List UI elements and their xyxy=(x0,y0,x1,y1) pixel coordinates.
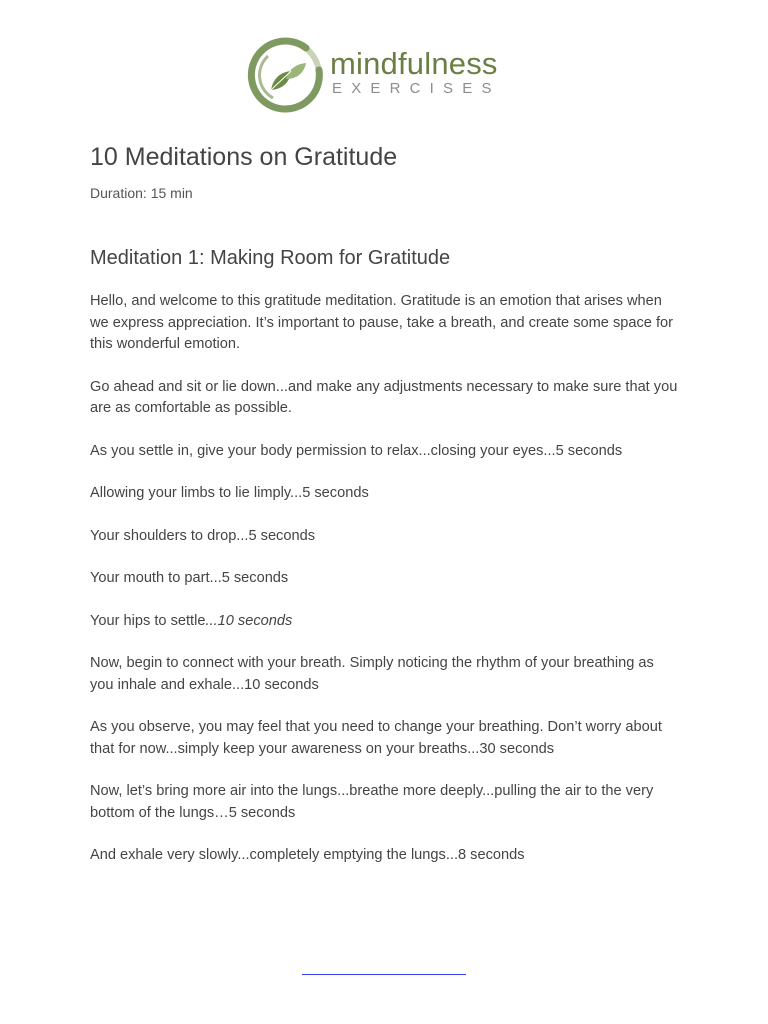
document-body xyxy=(90,140,680,888)
duration-label: Duration: 15 min xyxy=(90,185,193,201)
logo-title: mindfulness xyxy=(330,46,498,81)
mindfulness-exercises-logo xyxy=(246,34,518,118)
paragraph: As you observe, you may feel that you need to change your breathing. Don’t worry about that for now...simply keep your awareness on your breaths...30 seconds xyxy=(90,719,662,757)
paragraph xyxy=(90,611,680,633)
paragraph: Your mouth to part...5 seconds xyxy=(90,570,289,586)
logo-subtitle: EXERCISES xyxy=(332,80,501,97)
footer-link-underline[interactable] xyxy=(302,974,466,975)
paragraph: Hello, and welcome to this gratitude meditation. Gratitude is an emotion that arises when we express appreciation. It’s important to pause, take a breath, and create some space for this wonderful emotion. xyxy=(90,293,673,352)
paragraph: And exhale very slowly...completely emptying the lungs...8 seconds xyxy=(90,847,525,863)
paragraph: As you settle in, give your body permission to relax...closing your eyes...5 seconds xyxy=(90,442,623,459)
logo-wordmark xyxy=(330,48,501,98)
logo-enso-leaf-icon xyxy=(246,34,330,118)
section-heading: Meditation 1: Making Room for Gratitude xyxy=(90,247,451,269)
paragraph: Go ahead and sit or lie down...and make any adjustments necessary to make sure that you are as comfortable as possible. xyxy=(90,378,678,416)
paragraph: Now, begin to connect with your breath. Simply noticing the rhythm of your breathing as you inhale and exhale...10 seconds xyxy=(90,655,654,693)
paragraph-italic-text: ...10 seconds xyxy=(205,612,293,629)
document-title: 10 Meditations on Gratitude xyxy=(90,143,398,171)
paragraph: Allowing your limbs to lie limply...5 seconds xyxy=(90,485,369,501)
paragraph-text: Your hips to settle xyxy=(90,612,206,629)
paragraph: Now, let’s bring more air into the lungs...breathe more deeply...pulling the air to the very bottom of the lungs…5 seconds xyxy=(90,783,654,821)
paragraph: Your shoulders to drop...5 seconds xyxy=(90,527,315,544)
meditation-paragraphs xyxy=(90,291,680,867)
